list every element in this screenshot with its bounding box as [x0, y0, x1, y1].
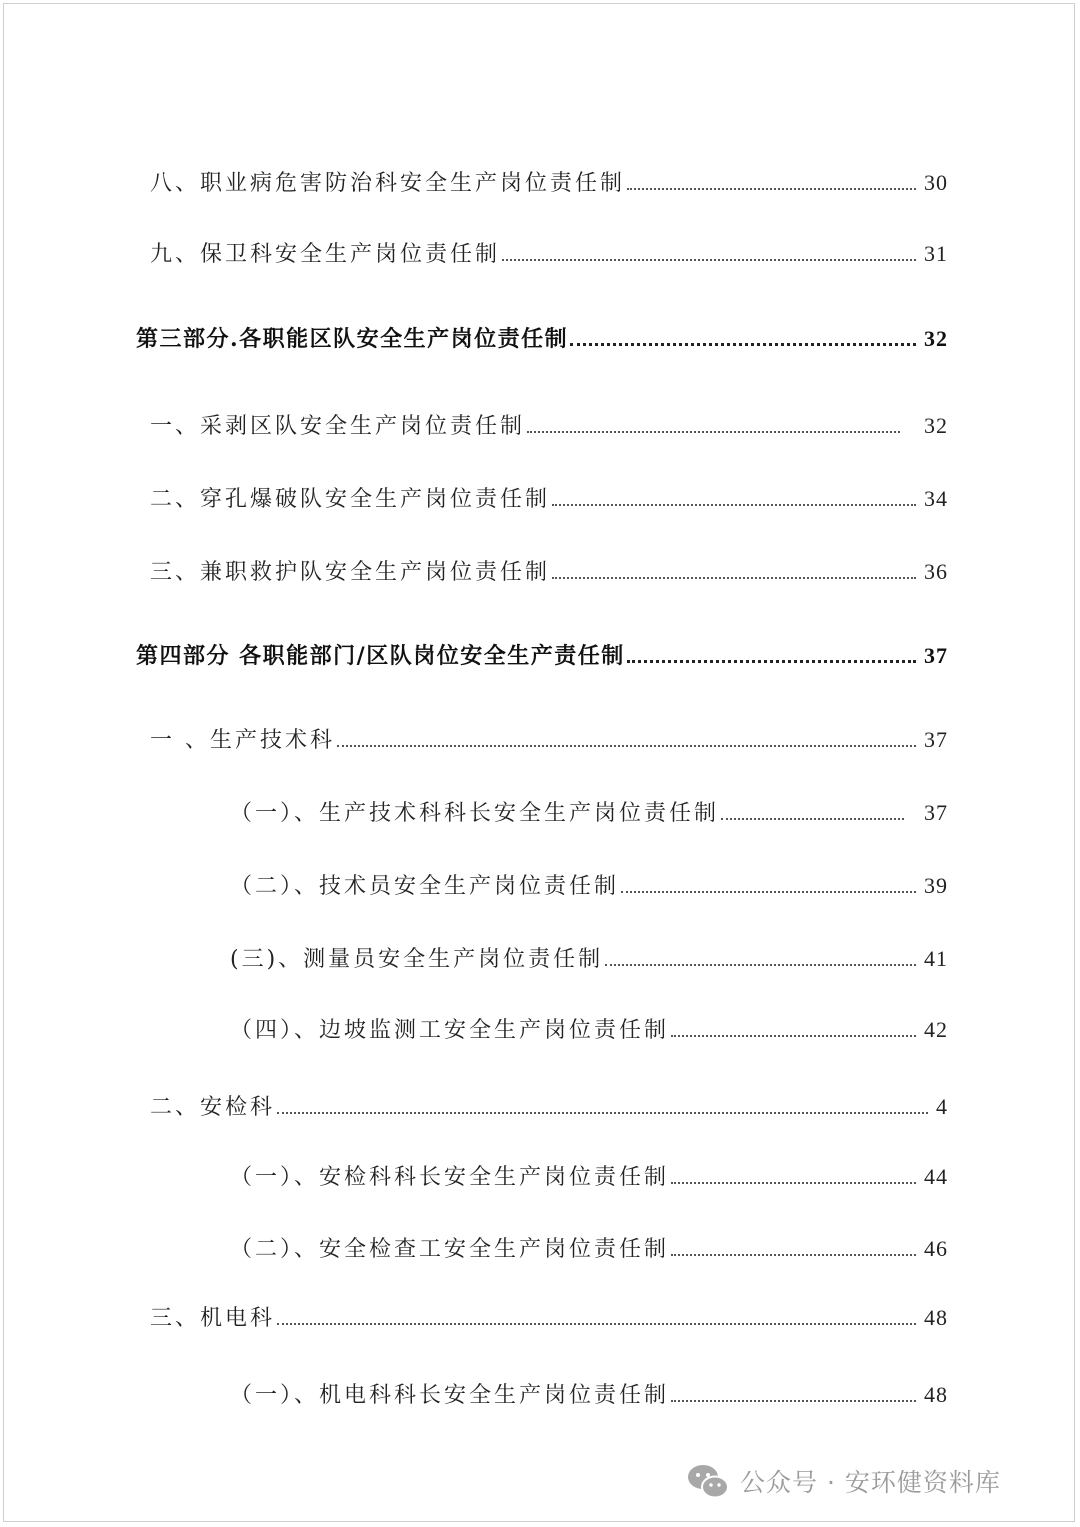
toc-entry-jidian [150, 1301, 948, 1332]
toc-entry-title: （一）、安检科科长安全生产岗位责任制 [230, 1165, 670, 1190]
toc-entry-title: 八、职业病危害防治科安全生产岗位责任制 [150, 171, 626, 196]
toc-entry-title: （二）、安全检查工安全生产岗位责任制 [230, 1237, 670, 1262]
toc-page-number: 37 [924, 800, 948, 825]
toc-entry-chuankong [150, 482, 948, 513]
toc-page-number: 36 [924, 559, 948, 584]
toc-page-number: 37 [924, 643, 948, 668]
toc-entry-jiuhu [150, 555, 948, 586]
wechat-icon [686, 1462, 730, 1500]
toc-dot-leader [627, 187, 916, 190]
toc-dot-leader [502, 258, 916, 261]
toc-entry-jiu [150, 237, 948, 268]
toc-subentry-jianchagong [230, 1232, 948, 1263]
toc-page-number: 37 [924, 727, 948, 752]
toc-dot-leader [627, 659, 916, 663]
toc-entry-title: 三、机电科 [150, 1306, 276, 1331]
toc-entry-title: （一）、生产技术科科长安全生产岗位责任制 [230, 801, 720, 826]
toc-subentry-bianpo [230, 1013, 948, 1044]
toc-page-number: 34 [924, 486, 948, 511]
toc-dot-leader [552, 503, 916, 506]
toc-entry-anjian [150, 1090, 948, 1121]
toc-page-number: 46 [924, 1236, 948, 1261]
toc-page-number: 31 [924, 241, 948, 266]
toc-entry-title: 九、保卫科安全生产岗位责任制 [150, 242, 501, 267]
toc-subentry-jishuyuan [230, 869, 948, 900]
toc-dot-leader [277, 1111, 928, 1114]
toc-subentry-anjian-kezhang [230, 1160, 948, 1191]
toc-part-three-heading [136, 322, 948, 353]
toc-page-number: 42 [924, 1017, 948, 1042]
toc-page-number: 30 [924, 170, 948, 195]
toc-entry-title: 二、安检科 [150, 1095, 276, 1120]
toc-dot-leader [671, 1399, 916, 1402]
toc-page-number: 32 [924, 413, 948, 438]
toc-dot-leader [570, 342, 916, 346]
toc-dot-leader [605, 963, 916, 966]
toc-subentry-celiangyuan [230, 942, 948, 973]
toc-dot-leader [671, 1181, 916, 1184]
toc-page-number: 39 [924, 873, 948, 898]
toc-entry-title: 二、穿孔爆破队安全生产岗位责任制 [150, 487, 551, 512]
toc-entry-caibo [150, 409, 948, 440]
toc-entry-title: 一、采剥区队安全生产岗位责任制 [150, 414, 526, 439]
toc-entry-title: 三、兼职救护队安全生产岗位责任制 [150, 560, 551, 585]
toc-entry-title: 一 、生产技术科 [150, 728, 335, 753]
toc-entry-title: （四）、边坡监测工安全生产岗位责任制 [230, 1018, 670, 1043]
toc-entry-shengchan-jishu [150, 723, 948, 754]
toc-page-number: 48 [924, 1305, 948, 1330]
toc-page-number: 4 [936, 1094, 948, 1119]
document-page [3, 3, 1075, 1522]
toc-dot-leader [337, 744, 916, 747]
toc-entry-ba [150, 166, 948, 197]
toc-page-number: 48 [924, 1382, 948, 1407]
toc-dot-leader [552, 576, 916, 579]
toc-dot-leader [721, 817, 904, 820]
toc-subentry-kezhang [230, 796, 948, 827]
toc-dot-leader [671, 1253, 916, 1256]
watermark [686, 1462, 1001, 1500]
toc-page-number: 41 [924, 946, 948, 971]
watermark-text: 公众号 · 安环健资料库 [740, 1468, 1001, 1497]
toc-dot-leader [527, 430, 900, 433]
toc-entry-title: 第三部分.各职能区队安全生产岗位责任制 [136, 326, 569, 352]
toc-page-number: 44 [924, 1164, 948, 1189]
toc-dot-leader [671, 1034, 916, 1037]
toc-dot-leader [277, 1322, 916, 1325]
toc-dot-leader [621, 890, 916, 893]
toc-page-number: 32 [924, 326, 948, 351]
toc-entry-title: (三)、测量员安全生产岗位责任制 [230, 947, 604, 972]
toc-part-four-heading [136, 639, 948, 670]
toc-entry-title: （一）、机电科科长安全生产岗位责任制 [230, 1383, 670, 1408]
toc-entry-title: 第四部分 各职能部门/区队岗位安全生产责任制 [136, 643, 625, 669]
toc-entry-title: （二）、技术员安全生产岗位责任制 [230, 874, 620, 899]
toc-subentry-jidian-kezhang [230, 1378, 948, 1409]
